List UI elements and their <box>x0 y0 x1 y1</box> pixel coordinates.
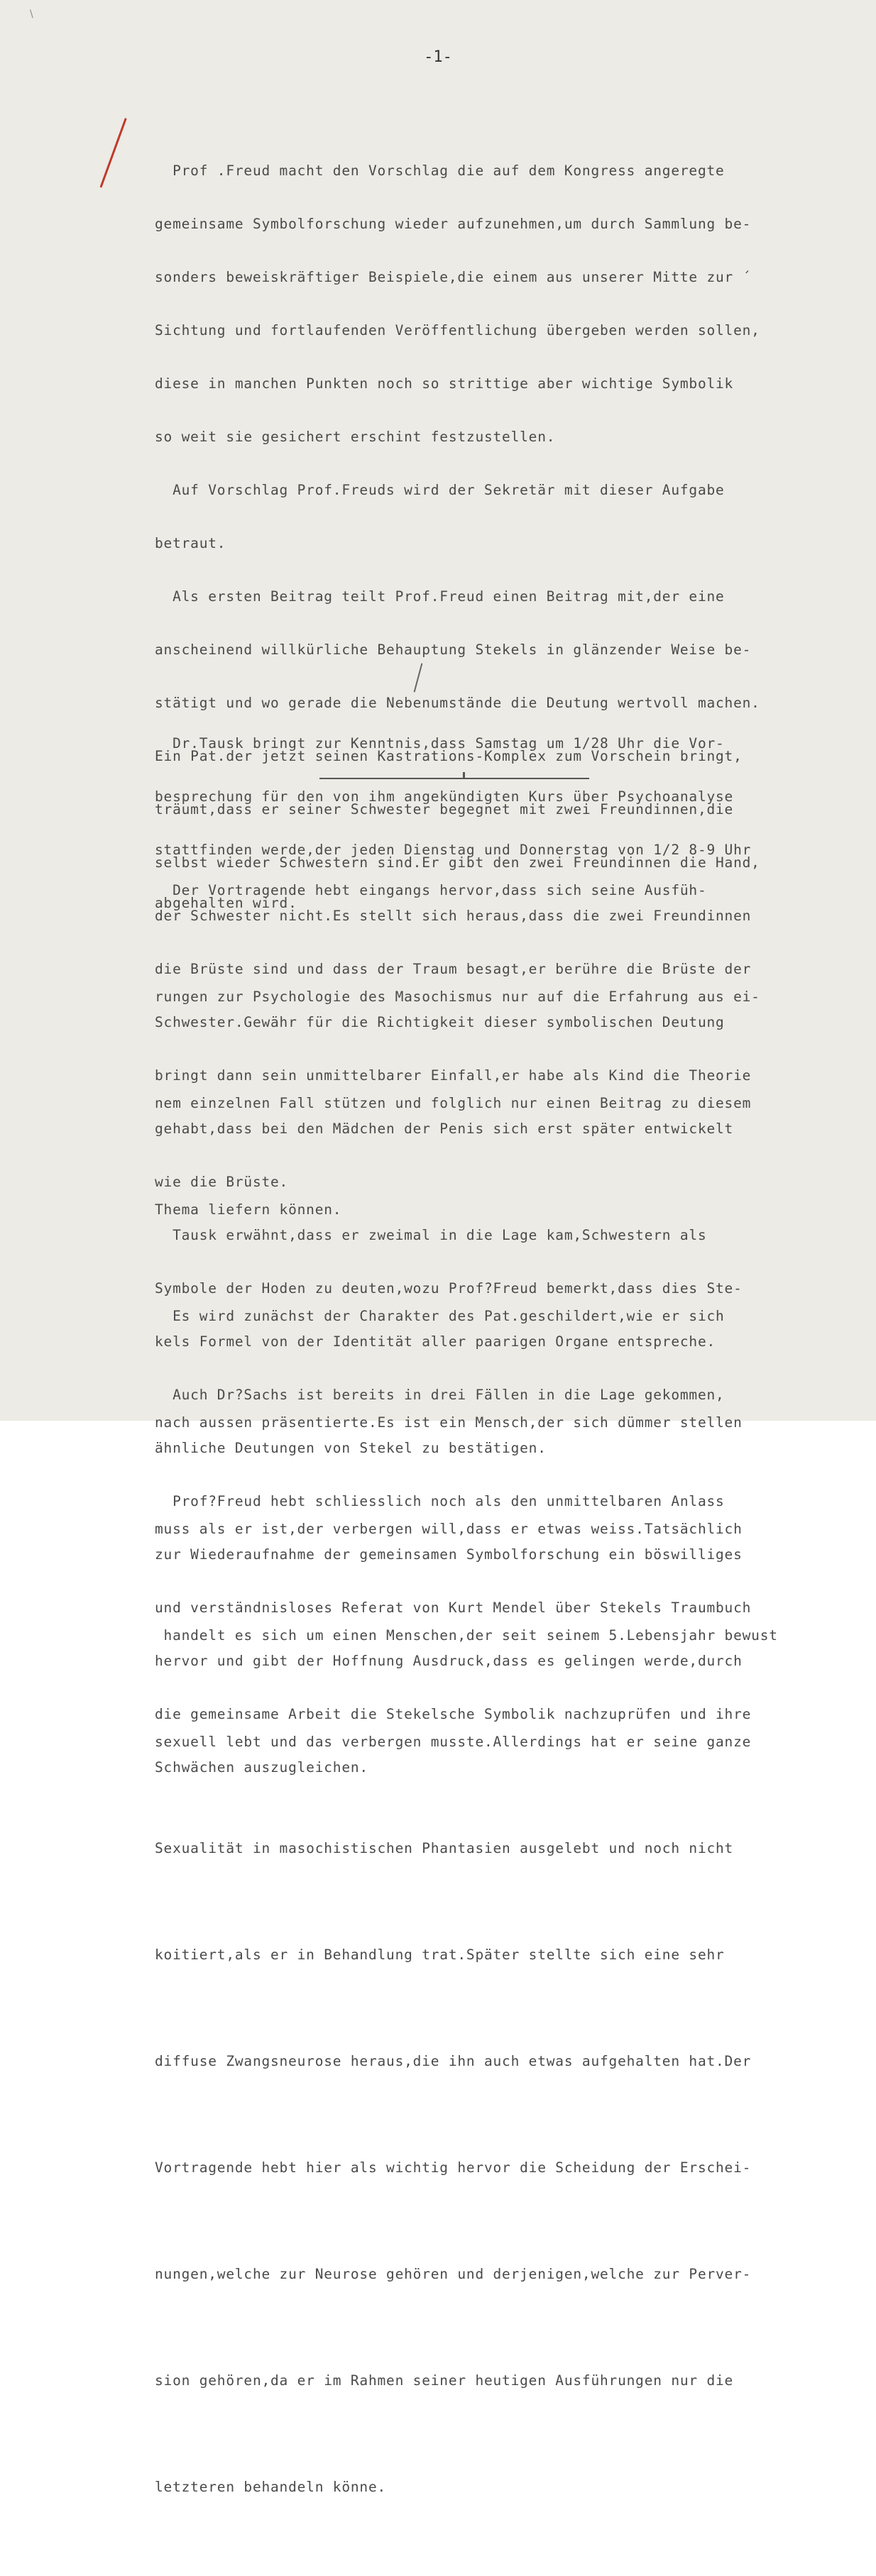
text-line: Sexualität in masochistischen Phantasien ausgelebt und noch nicht <box>155 1840 734 1856</box>
text-line: Auch Dr?Sachs ist bereits in drei Fällen in die Lage gekommen, <box>155 1387 725 1403</box>
text-line: anscheinend willkürliche Behauptung Stekels in glänzender Weise be- <box>155 642 752 658</box>
text-line: sion gehören,da er im Rahmen seiner heutigen Ausführungen nur die <box>155 2372 734 2389</box>
text-line: besprechung für den von ihm angekündigten Kurs über Psychoanalyse <box>155 788 734 805</box>
text-line: hervor und gibt der Hoffnung Ausdruck,dass es gelingen werde,durch <box>155 1653 743 1669</box>
text-line: kels Formel von der Identität aller paarigen Organe entspreche. <box>155 1333 716 1350</box>
text-line: diese in manchen Punkten noch so strittige aber wichtige Symbolik <box>155 375 734 392</box>
text-line: stätigt und wo gerade die Nebenumstände die Deutung wertvoll machen. <box>155 695 760 711</box>
text-line: rungen zur Psychologie des Masochismus nur auf die Erfahrung aus ei- <box>155 989 760 1005</box>
text-line: gehabt,dass bei den Mädchen der Penis sich erst später entwickelt <box>155 1121 734 1137</box>
text-line: Schwächen auszugleichen. <box>155 1759 368 1776</box>
page-number: -1- <box>424 48 452 66</box>
text-line: Prof .Freud macht den Vorschlag die auf dem Kongress angeregte <box>155 163 725 179</box>
text-line: Der Vortragende hebt eingangs hervor,dass sich seine Ausfüh- <box>155 882 707 898</box>
text-line: Symbole der Hoden zu deuten,wozu Prof?Freud bemerkt,dass dies Ste- <box>155 1280 743 1297</box>
text-line: die Brüste sind und dass der Traum besagt,er berühre die Brüste der <box>155 961 752 977</box>
text-line: Tausk erwähnt,dass er zweimal in die Lage kam,Schwestern als <box>155 1227 707 1243</box>
text-line: Als ersten Beitrag teilt Prof.Freud einen Beitrag mit,der eine <box>155 588 725 605</box>
text-line: bringt dann sein unmittelbarer Einfall,er habe als Kind die Theorie <box>155 1067 752 1084</box>
text-line: Ein Pat.der jetzt seinen Kastrations-Komplex zum Vorschein bringt, <box>155 748 743 764</box>
text-line: koitiert,als er in Behandlung trat.Später stellte sich eine sehr <box>155 1947 725 1963</box>
section-separator <box>319 778 589 779</box>
text-line: Auf Vorschlag Prof.Freuds wird der Sekretär mit dieser Aufgabe <box>155 482 725 498</box>
text-line: sonders beweiskräftiger Beispiele,die einem aus unserer Mitte zur ´ <box>155 269 752 285</box>
text-line: muss als er ist,der verbergen will,dass er etwas weiss.Tatsächlich <box>155 1521 743 1537</box>
separator-mark <box>463 772 465 779</box>
red-margin-mark <box>99 118 126 188</box>
text-line: und verständnisloses Referat von Kurt Mendel über Stekels Traumbuch <box>155 1600 752 1616</box>
text-line: Es wird zunächst der Charakter des Pat.geschildert,wie er sich <box>155 1308 725 1324</box>
text-line: sexuell lebt und das verbergen musste.Allerdings hat er seine ganze <box>155 1734 752 1750</box>
text-line: handelt es sich um einen Menschen,der seit seinem 5.Lebensjahr bewust <box>155 1627 778 1644</box>
text-line: Sichtung und fortlaufenden Veröffentlichung übergeben werden sollen, <box>155 322 760 338</box>
text-line: Dr.Tausk bringt zur Kenntnis,dass Samstag um 1/28 Uhr die Vor- <box>155 735 725 752</box>
text-line: letzteren behandeln könne. <box>155 2479 387 2495</box>
text-line: wie die Brüste. <box>155 1174 289 1190</box>
text-line: stattfinden werde,der jeden Dienstag und Donnerstag von 1/2 8-9 Uhr <box>155 842 752 858</box>
corner-mark: \ <box>30 9 33 20</box>
text-line: die gemeinsame Arbeit die Stekelsche Symbolik nachzuprüfen und ihre <box>155 1706 752 1722</box>
text-line: Thema liefern können. <box>155 1201 342 1218</box>
text-line: nungen,welche zur Neurose gehören und derjenigen,welche zur Perver- <box>155 2266 752 2282</box>
text-line: zur Wiederaufnahme der gemeinsamen Symbolforschung ein böswilliges <box>155 1546 743 1563</box>
lecture-section <box>155 802 865 2576</box>
text-line: selbst wieder Schwestern sind.Er gibt den zwei Freundinnen die Hand, <box>155 854 760 871</box>
text-line: so weit sie gesichert erschint festzustellen. <box>155 429 556 445</box>
text-line: diffuse Zwangsneurose heraus,die ihn auch etwas aufgehalten hat.Der <box>155 2053 752 2069</box>
text-line: Schwester.Gewähr für die Richtigkeit dieser symbolischen Deutung <box>155 1014 725 1030</box>
text-line: betraut. <box>155 535 226 551</box>
text-line: Vortragende hebt hier als wichtig hervor die Scheidung der Erschei- <box>155 2159 752 2176</box>
text-line: gemeinsame Symbolforschung wieder aufzunehmen,um durch Sammlung be- <box>155 216 752 232</box>
text-line: der Schwester nicht.Es stellt sich heraus,dass die zwei Freundinnen <box>155 908 752 924</box>
text-line: nach aussen präsentierte.Es ist ein Mensch,der sich dümmer stellen <box>155 1414 743 1431</box>
text-line: nem einzelnen Fall stützen und folglich nur einen Beitrag zu diesem <box>155 1095 752 1111</box>
text-line: abgehalten wird. <box>155 895 297 911</box>
text-line: träumt,dass er seiner Schwester begegnet mit zwei Freundinnen,die <box>155 801 734 818</box>
text-line: Prof?Freud hebt schliesslich noch als den unmittelbaren Anlass <box>155 1493 725 1509</box>
text-line: ähnliche Deutungen von Stekel zu bestätigen. <box>155 1440 547 1456</box>
